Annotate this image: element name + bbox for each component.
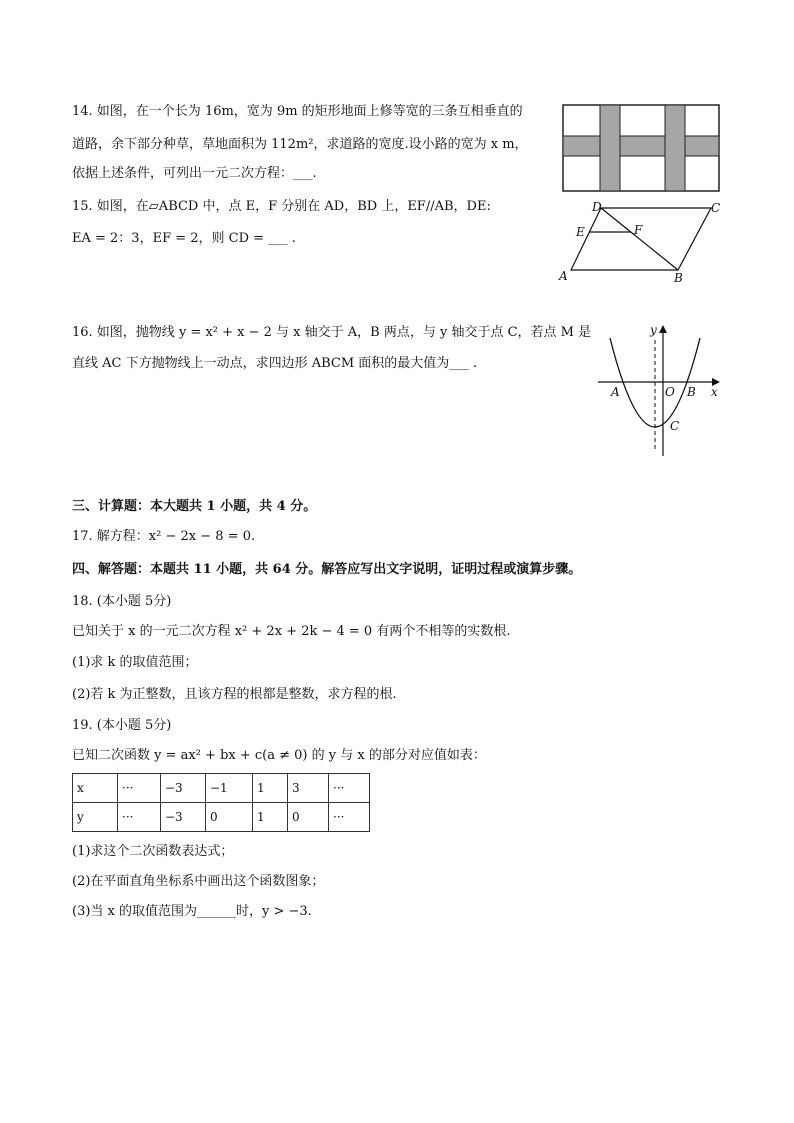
section3-heading: 三、计算题：本大题共 1 小题，共 4 分。 <box>72 499 317 514</box>
table-cell: 0 <box>206 803 253 832</box>
q16-label-x: x <box>711 385 718 399</box>
table-cell: −3 <box>161 774 206 803</box>
section4-heading: 四、解答题：本题共 11 小题，共 64 分。解答应写出文字说明，证明过程或演算步骤。 <box>72 562 582 577</box>
q14-road-vertical-left <box>600 105 620 191</box>
q19-value-table <box>72 773 370 832</box>
table-cell: ··· <box>118 774 161 803</box>
q14-figure <box>562 104 722 194</box>
q19-part1: (1)求这个二次函数表达式； <box>72 844 234 859</box>
q18-part2: (2)若 k 为正整数，且该方程的根都是整数，求方程的根. <box>72 687 397 702</box>
q15-diagonal-bd <box>601 208 678 270</box>
q15-label-e: E <box>576 225 585 239</box>
table-cell: −1 <box>206 774 253 803</box>
q16-label-c: C <box>670 419 680 433</box>
q15-label-d: D <box>592 200 602 214</box>
q15-label-b: B <box>674 271 683 285</box>
table-cell: 1 <box>253 774 288 803</box>
table-cell: y <box>73 803 118 832</box>
table-cell: −3 <box>161 803 206 832</box>
q14-line1: 14. 如图，在一个长为 16m，宽为 9m 的矩形地面上修等宽的三条互相垂直的 <box>72 104 523 119</box>
q16-line2: 直线 AC 下方抛物线上一动点，求四边形 ABCM 面积的最大值为___ . <box>72 356 478 371</box>
q18-part1: (1)求 k 的取值范围； <box>72 655 198 670</box>
q14-line2: 道路，余下部分种草，草地面积为 112m²，求道路的宽度.设小路的宽为 x m， <box>72 137 528 152</box>
q15-figure <box>556 198 726 288</box>
q14-road-vertical-right <box>665 105 685 191</box>
q16-label-o: O <box>665 385 675 399</box>
q19-stem: 已知二次函数 y = ax² + bx + c(a ≠ 0) 的 y 与 x 的部分对应值如表： <box>72 748 486 763</box>
table-cell: ··· <box>329 803 370 832</box>
q14-road-horizontal <box>563 136 719 156</box>
q18-heading: 18. (本小题 5分) <box>72 594 172 609</box>
q16-figure <box>596 320 726 460</box>
q16-label-y: y <box>650 323 657 337</box>
table-cell: 3 <box>288 774 329 803</box>
q16-label-b: B <box>687 385 696 399</box>
q15-parallelogram <box>571 208 711 270</box>
table-row <box>73 774 370 803</box>
q16-label-a: A <box>611 385 620 399</box>
q19-heading: 19. (本小题 5分) <box>72 718 172 733</box>
table-cell: 0 <box>288 803 329 832</box>
q15-line1: 15. 如图，在▱ABCD 中，点 E，F 分别在 AD，BD 上，EF//AB，DE: <box>72 199 491 214</box>
q19-part3: (3)当 x 的取值范围为______时，y > −3. <box>72 904 312 919</box>
q19-part2: (2)在平面直角坐标系中画出这个函数图象； <box>72 874 325 889</box>
q15-label-c: C <box>711 201 721 215</box>
q15-label-a: A <box>559 269 568 283</box>
q15-label-f: F <box>634 223 643 237</box>
table-cell: ··· <box>329 774 370 803</box>
q14-line3: 依据上述条件，可列出一元二次方程：___. <box>72 166 317 181</box>
q16-line1: 16. 如图，抛物线 y = x² + x − 2 与 x 轴交于 A，B 两点，与 y 轴交于点 C，若点 M 是 <box>72 325 592 340</box>
q16-y-arrow <box>659 325 667 333</box>
table-row <box>73 803 370 832</box>
q15-line2: EA = 2：3，EF = 2，则 CD = ___ . <box>72 231 296 246</box>
table-cell: 1 <box>253 803 288 832</box>
q17-text: 17. 解方程：x² − 2x − 8 = 0. <box>72 529 256 544</box>
table-cell: x <box>73 774 118 803</box>
table-cell: ··· <box>118 803 161 832</box>
q18-stem: 已知关于 x 的一元二次方程 x² + 2x + 2k − 4 = 0 有两个不相等的实数根. <box>72 624 511 639</box>
